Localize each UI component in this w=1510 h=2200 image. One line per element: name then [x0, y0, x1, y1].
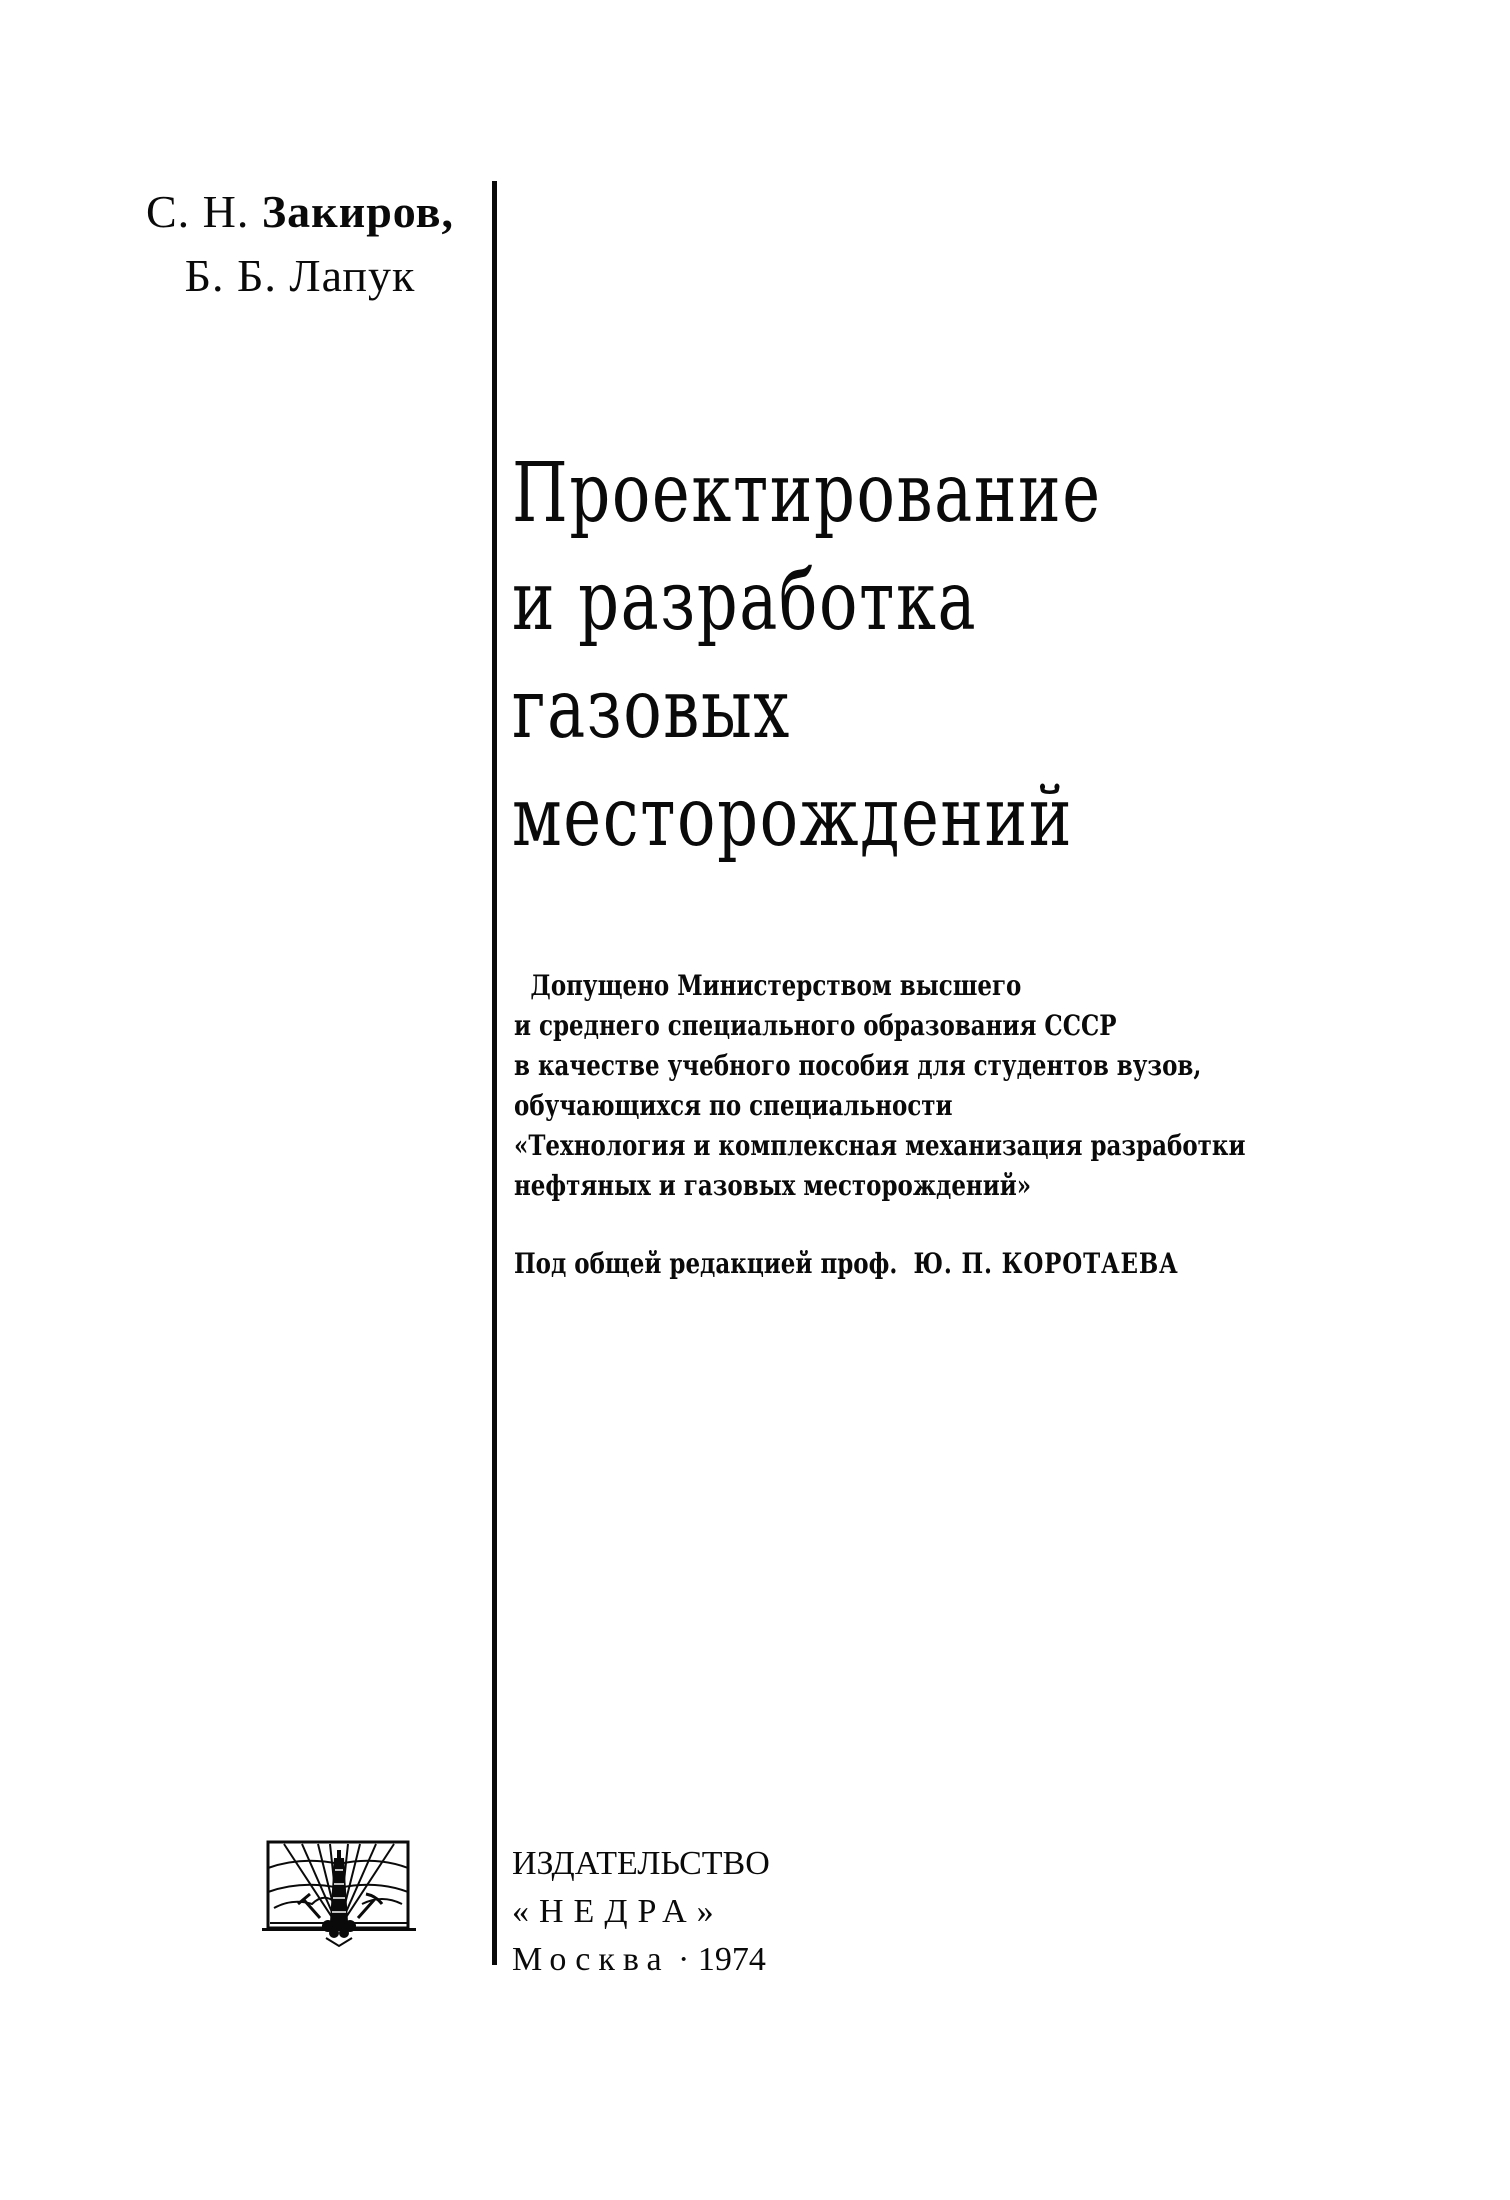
approval-line-2: и среднего специального образования СССР — [514, 1009, 1117, 1042]
author-2-surname: Лапук — [289, 250, 416, 301]
publisher-city: Москва — [512, 1941, 670, 1978]
publisher-imprint — [512, 1840, 770, 1984]
authors-block — [130, 180, 470, 308]
approval-line-6: нефтяных и газовых месторождений» — [514, 1169, 1032, 1202]
author-1-initials: С. Н. — [146, 186, 250, 237]
editor-prefix: Под общей редакцией проф. — [514, 1247, 898, 1280]
book-title — [512, 440, 1102, 872]
author-2-initials: Б. Б. — [184, 250, 277, 301]
publisher-label: ИЗДАТЕЛЬСТВО — [512, 1845, 770, 1882]
title-line-2: и разработка — [512, 554, 978, 649]
publisher-separator: · — [678, 1941, 690, 1978]
ministry-approval-note — [514, 966, 1375, 1206]
editor-credit — [514, 1244, 1179, 1284]
title-line-3: газовых — [512, 662, 791, 757]
title-line-4: месторождений — [512, 770, 1074, 865]
author-2 — [130, 244, 470, 308]
nedra-publisher-emblem-icon — [262, 1838, 416, 1950]
approval-line-4: обучающихся по специальности — [514, 1089, 953, 1122]
publisher-year: 1974 — [697, 1941, 766, 1978]
approval-line-5: «Технология и комплексная механизация разработки — [514, 1129, 1246, 1162]
author-1 — [130, 180, 470, 244]
approval-line-1: Допущено Министерством высшего — [530, 969, 1022, 1002]
approval-line-3: в качестве учебного пособия для студентов вузов, — [514, 1049, 1202, 1082]
publisher-name: «НЕДРА» — [512, 1893, 724, 1930]
title-line-1: Проектирование — [512, 446, 1102, 541]
publisher-city-year — [512, 1936, 770, 1984]
author-1-surname: Закиров, — [261, 186, 454, 237]
editor-name: Ю. П. КОРОТАЕВА — [913, 1247, 1179, 1280]
vertical-divider-rule — [492, 181, 497, 1965]
